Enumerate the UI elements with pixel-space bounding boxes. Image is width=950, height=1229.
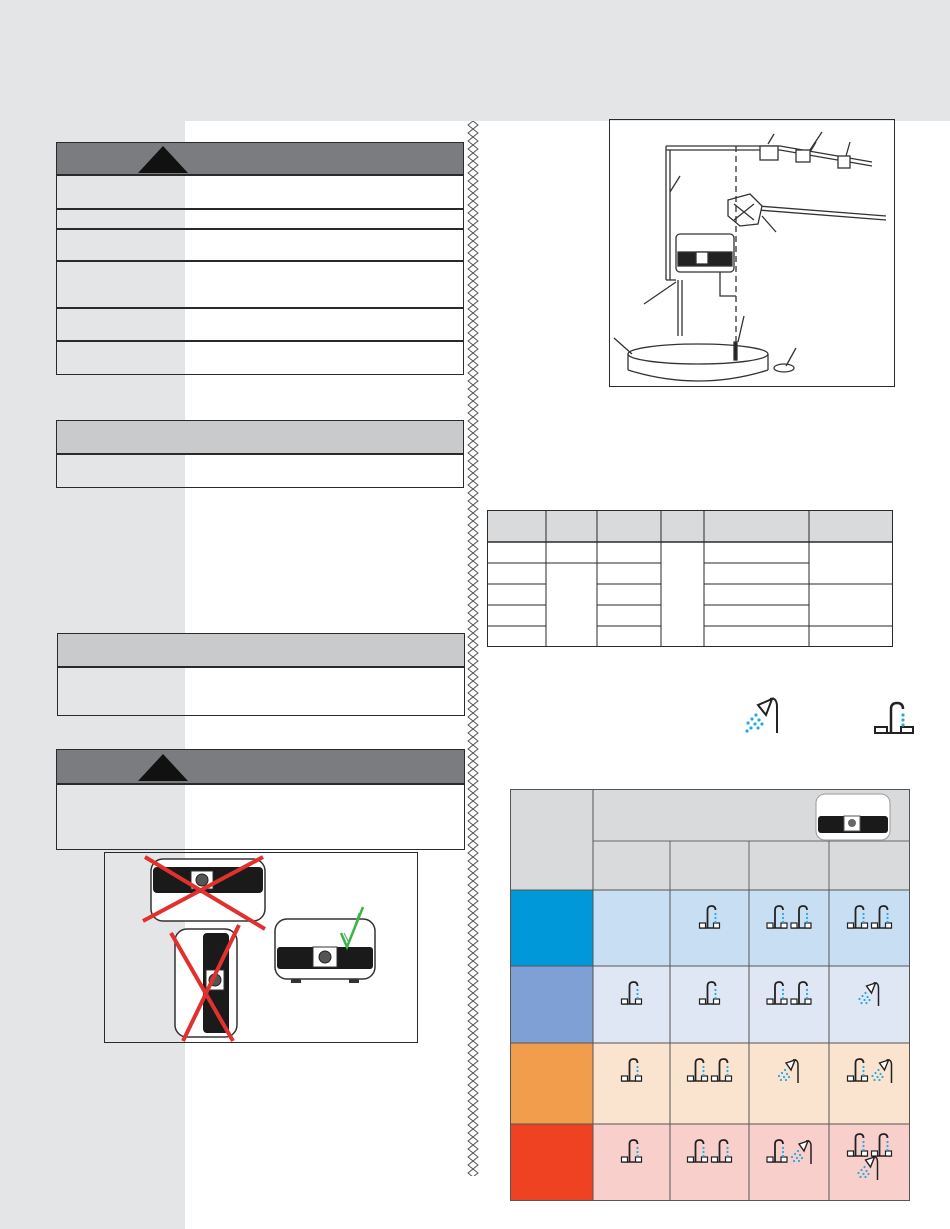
grid-band bbox=[510, 966, 593, 1043]
notice-box-header bbox=[57, 421, 463, 453]
grid-band bbox=[510, 1043, 593, 1124]
faucet-icon bbox=[873, 699, 917, 742]
grid-cell bbox=[829, 890, 910, 966]
grid-cell bbox=[749, 1043, 829, 1124]
grid-cell bbox=[749, 966, 829, 1043]
warning-box-header bbox=[57, 750, 464, 783]
mounting-orientation-figure bbox=[104, 852, 418, 1043]
notice-box bbox=[56, 420, 464, 488]
top-band bbox=[0, 0, 950, 121]
warning-box bbox=[56, 142, 464, 375]
grid-cell bbox=[593, 1043, 670, 1124]
grid-cell bbox=[670, 1124, 749, 1201]
heater-thumbnail-icon bbox=[816, 794, 890, 840]
warning-box-header bbox=[57, 143, 463, 174]
grid-cell bbox=[593, 890, 670, 966]
column-divider bbox=[466, 121, 480, 1176]
notice-box-header bbox=[58, 634, 464, 666]
grid-band bbox=[510, 1124, 593, 1201]
installation-diagram bbox=[609, 119, 895, 387]
grid-cell bbox=[829, 1043, 910, 1124]
grid-cell bbox=[829, 966, 910, 1043]
grid-cell bbox=[749, 1124, 829, 1201]
warning-box bbox=[56, 749, 465, 850]
heater-upside-down-icon bbox=[151, 859, 265, 921]
shower-head-icon bbox=[742, 693, 782, 742]
warning-triangle-icon bbox=[138, 754, 188, 781]
usage-grid bbox=[510, 789, 910, 1201]
grid-cell bbox=[749, 890, 829, 966]
spec-table bbox=[487, 510, 893, 647]
grid-band bbox=[510, 890, 593, 966]
notice-box bbox=[57, 633, 465, 716]
grid-corner bbox=[510, 789, 593, 890]
grid-cell bbox=[670, 1043, 749, 1124]
heater-upright-icon bbox=[275, 919, 375, 983]
warning-triangle-icon bbox=[138, 146, 188, 173]
